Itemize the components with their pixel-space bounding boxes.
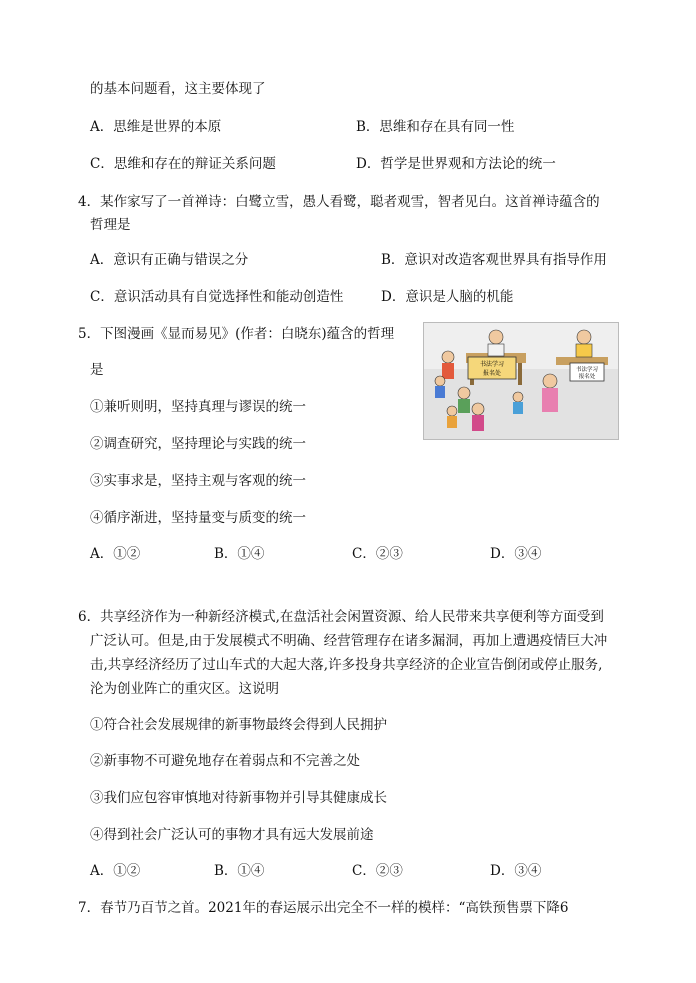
q6-statement-4: ④得到社会广泛认可的事物才具有远大发展前途: [90, 827, 374, 843]
q3-option-a: A．思维是世界的本原: [90, 119, 222, 135]
q6-stem-line4: 沦为创业阵亡的重灾区。这说明: [90, 681, 279, 697]
comic-sign-right-1: 书法学习: [575, 367, 599, 373]
q4-stem-line1: 4．某作家写了一首禅诗：白鹭立雪，愚人看鹭，聪者观雪，智者见白。这首禅诗蕴含的: [78, 194, 600, 210]
q4-option-d: D．意识是人脑的机能: [381, 289, 514, 305]
q7-stem-line1: 7．春节乃百节之首。2021年的春运展示出完全不一样的模样：“高铁预售票下降6: [78, 900, 569, 916]
comic-sign-left-2: 报名处: [482, 370, 502, 377]
q5-statement-3: ③实事求是，坚持主观与客观的统一: [90, 473, 306, 489]
comic-illustration: [423, 322, 619, 440]
q3-stem-tail: 的基本问题看，这主要体现了: [90, 81, 266, 97]
q5-option-d: D．③④: [490, 546, 542, 562]
q5-option-c: C．②③: [352, 546, 403, 562]
q6-stem-line2: 广泛认可。但是,由于发展模式不明确、经营管理存在诸多漏洞，再加上遭遇疫情巨大冲: [90, 633, 608, 649]
q6-option-b: B．①④: [214, 863, 265, 879]
q6-stem-line3: 击,共享经济经历了过山车式的大起大落,许多投身共享经济的企业宣告倒闭或停止服务,: [90, 657, 603, 673]
comic-sign-right-2: 报名处: [578, 374, 596, 380]
q5-statement-4: ④循序渐进，坚持量变与质变的统一: [90, 510, 306, 526]
q5-option-a: A．①②: [90, 546, 141, 562]
q4-option-c: C．意识活动具有自觉选择性和能动创造性: [90, 289, 344, 305]
q5-option-b: B．①④: [214, 546, 265, 562]
q6-option-d: D．③④: [490, 863, 542, 879]
q4-option-a: A．意识有正确与错误之分: [90, 252, 249, 268]
q6-option-a: A．①②: [90, 863, 141, 879]
q6-statement-2: ②新事物不可避免地存在着弱点和不完善之处: [90, 753, 360, 769]
comic-drawing: [424, 323, 618, 439]
comic-sign-left-1: 书法学习: [479, 361, 505, 368]
q5-statement-2: ②调查研究，坚持理论与实践的统一: [90, 436, 306, 452]
q5-statement-1: ①兼听则明，坚持真理与谬误的统一: [90, 399, 306, 415]
q3-option-d: D．哲学是世界观和方法论的统一: [356, 156, 556, 172]
q6-stem-line1: 6．共享经济作为一种新经济模式,在盘活社会闲置资源、给人民带来共享便利等方面受到: [78, 609, 604, 625]
q6-statement-1: ①符合社会发展规律的新事物最终会得到人民拥护: [90, 717, 387, 733]
q5-stem-line1: 5．下图漫画《显而易见》(作者：白晓东)蕴含的哲理: [78, 326, 395, 342]
q5-stem-line2: 是: [90, 362, 104, 378]
q3-option-b: B．思维和存在具有同一性: [356, 119, 515, 135]
q3-option-c: C．思维和存在的辩证关系问题: [90, 156, 276, 172]
q6-option-c: C．②③: [352, 863, 403, 879]
q6-statement-3: ③我们应包容审慎地对待新事物并引导其健康成长: [90, 790, 387, 806]
q4-stem-line2: 哲理是: [90, 217, 131, 233]
q4-option-b: B．意识对改造客观世界具有指导作用: [381, 252, 607, 268]
